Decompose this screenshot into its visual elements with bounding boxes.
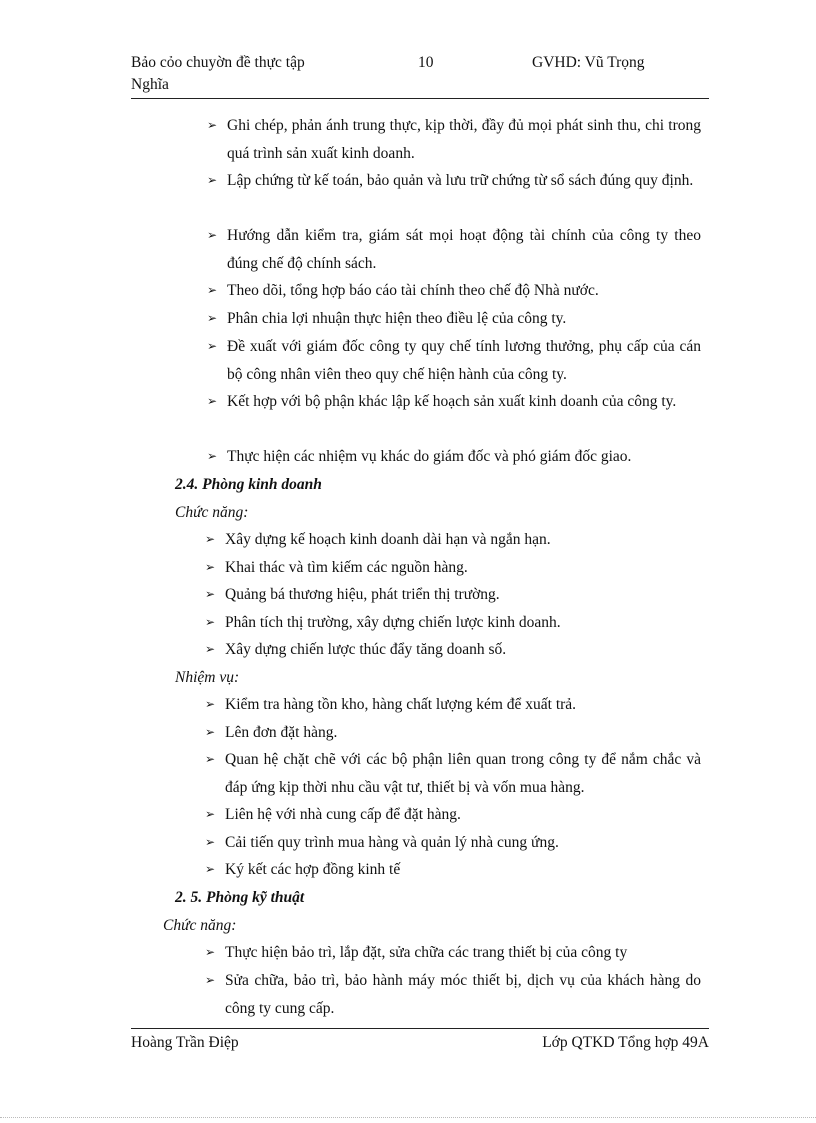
arrow-bullet-icon: ➢ bbox=[207, 449, 218, 463]
list-item: ➢ Hướng dẫn kiểm tra, giám sát mọi hoạt động tài chính của công ty theo đúng chế độ chính sách. bbox=[207, 222, 701, 277]
list-item: ➢ Liên hệ với nhà cung cấp để đặt hàng. bbox=[205, 801, 701, 829]
header-report-title: Bảo cỏo chuyờn đề thực tập Nghĩa bbox=[131, 54, 305, 93]
list-item: ➢ Ghi chép, phản ánh trung thực, kịp thời, đầy đủ mọi phát sinh thu, chi trong quá trình sản xuất kinh doanh. bbox=[207, 112, 701, 167]
arrow-bullet-icon: ➢ bbox=[205, 615, 216, 629]
section-heading-sales: 2.4. Phòng kinh doanh bbox=[175, 476, 322, 493]
list-item: ➢ Xây dựng kế hoạch kinh doanh dài hạn và ngắn hạn. bbox=[205, 526, 701, 554]
list-item: ➢ Quan hệ chặt chẽ với các bộ phận liên quan trong công ty để nắm chắc và đáp ứng kịp thời nhu cầu vật tư, thiết bị và vốn mua hàng. bbox=[205, 746, 701, 801]
arrow-bullet-icon: ➢ bbox=[207, 339, 218, 353]
arrow-bullet-icon: ➢ bbox=[205, 945, 216, 959]
arrow-bullet-icon: ➢ bbox=[205, 807, 216, 821]
footer-author: Hoàng Trần Điệp bbox=[131, 1034, 239, 1051]
list-item: ➢ Sửa chữa, bảo trì, bảo hành máy móc thiết bị, dịch vụ của khách hàng do công ty cung cấp. bbox=[205, 967, 701, 1022]
list-item: ➢ Thực hiện bảo trì, lắp đặt, sửa chữa các trang thiết bị của công ty bbox=[205, 939, 701, 967]
footer-rule bbox=[131, 1028, 709, 1029]
list-item: ➢ Ký kết các hợp đồng kinh tế bbox=[205, 856, 701, 884]
list-item: ➢ Lập chứng từ kế toán, bảo quản và lưu trữ chứng từ sổ sách đúng quy định. bbox=[207, 167, 701, 195]
subheading-duties: Nhiệm vụ: bbox=[175, 669, 240, 686]
arrow-bullet-icon: ➢ bbox=[207, 228, 218, 242]
list-item: ➢ Xây dựng chiến lược thúc đẩy tăng doanh số. bbox=[205, 636, 701, 664]
arrow-bullet-icon: ➢ bbox=[205, 642, 216, 656]
list-item: ➢ Lên đơn đặt hàng. bbox=[205, 719, 701, 747]
arrow-bullet-icon: ➢ bbox=[207, 394, 218, 408]
section-heading-technical: 2. 5. Phòng kỹ thuật bbox=[175, 889, 305, 906]
header-rule bbox=[131, 98, 709, 99]
list-item: ➢ Khai thác và tìm kiếm các nguồn hàng. bbox=[205, 554, 701, 582]
arrow-bullet-icon: ➢ bbox=[205, 532, 216, 546]
page-edge-divider bbox=[0, 1117, 816, 1118]
list-item: ➢ Kiểm tra hàng tồn kho, hàng chất lượng kém để xuất trả. bbox=[205, 691, 701, 719]
arrow-bullet-icon: ➢ bbox=[205, 862, 216, 876]
page-header bbox=[131, 52, 709, 98]
arrow-bullet-icon: ➢ bbox=[207, 311, 218, 325]
header-page-number: 10 bbox=[418, 54, 434, 71]
arrow-bullet-icon: ➢ bbox=[205, 725, 216, 739]
arrow-bullet-icon: ➢ bbox=[205, 697, 216, 711]
arrow-bullet-icon: ➢ bbox=[205, 973, 216, 987]
list-item: ➢ Quảng bá thương hiệu, phát triển thị trường. bbox=[205, 581, 701, 609]
arrow-bullet-icon: ➢ bbox=[205, 752, 216, 766]
subheading-functions: Chức năng: bbox=[163, 917, 237, 934]
arrow-bullet-icon: ➢ bbox=[205, 560, 216, 574]
arrow-bullet-icon: ➢ bbox=[205, 587, 216, 601]
list-item: ➢ Đề xuất với giám đốc công ty quy chế tính lương thưởng, phụ cấp của cán bộ công nhân viên theo quy chế hiện hành của công ty. bbox=[207, 333, 701, 388]
arrow-bullet-icon: ➢ bbox=[205, 835, 216, 849]
list-item: ➢ Theo dõi, tổng hợp báo cáo tài chính theo chế độ Nhà nước. bbox=[207, 277, 701, 305]
arrow-bullet-icon: ➢ bbox=[207, 283, 218, 297]
list-item: ➢ Phân tích thị trường, xây dựng chiến lược kinh doanh. bbox=[205, 609, 701, 637]
header-supervisor: GVHD: Vũ Trọng bbox=[532, 54, 645, 71]
arrow-bullet-icon: ➢ bbox=[207, 118, 218, 132]
list-item: ➢ Thực hiện các nhiệm vụ khác do giám đốc và phó giám đốc giao. bbox=[207, 443, 701, 471]
list-item: ➢ Phân chia lợi nhuận thực hiện theo điều lệ của công ty. bbox=[207, 305, 701, 333]
list-item: ➢ Kết hợp với bộ phận khác lập kế hoạch sản xuất kinh doanh của công ty. bbox=[207, 388, 701, 416]
footer-class: Lớp QTKD Tổng hợp 49A bbox=[542, 1034, 709, 1051]
subheading-functions: Chức năng: bbox=[175, 504, 249, 521]
arrow-bullet-icon: ➢ bbox=[207, 173, 218, 187]
list-item: ➢ Cải tiến quy trình mua hàng và quản lý nhà cung ứng. bbox=[205, 829, 701, 857]
